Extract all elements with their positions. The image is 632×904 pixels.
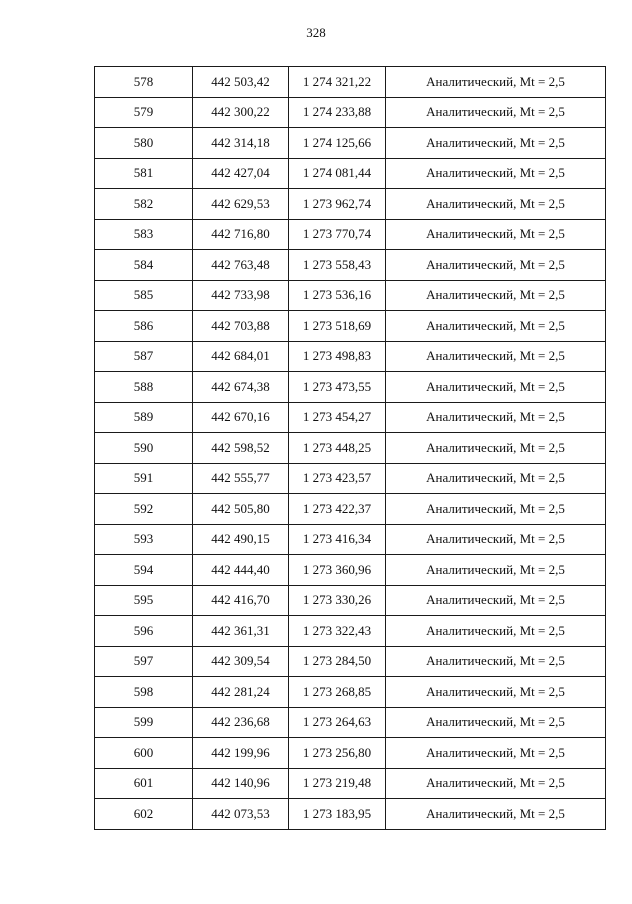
table-row — [95, 616, 606, 647]
table-row — [95, 738, 606, 769]
method-cell: Аналитический, Mt = 2,5 — [386, 768, 606, 799]
x-coordinate-cell: 442 236,68 — [193, 707, 289, 738]
coordinates-table-body — [95, 67, 606, 830]
method-cell: Аналитический, Mt = 2,5 — [386, 341, 606, 372]
point-number-cell: 596 — [95, 616, 193, 647]
table-row — [95, 67, 606, 98]
point-number-cell: 581 — [95, 158, 193, 189]
y-coordinate-cell: 1 273 770,74 — [289, 219, 386, 250]
point-number-cell: 578 — [95, 67, 193, 98]
point-number-cell: 602 — [95, 799, 193, 830]
x-coordinate-cell: 442 503,42 — [193, 67, 289, 98]
table-row — [95, 677, 606, 708]
table-row — [95, 280, 606, 311]
y-coordinate-cell: 1 274 125,66 — [289, 128, 386, 159]
method-cell: Аналитический, Mt = 2,5 — [386, 494, 606, 525]
y-coordinate-cell: 1 273 183,95 — [289, 799, 386, 830]
table-row — [95, 311, 606, 342]
table-row — [95, 463, 606, 494]
x-coordinate-cell: 442 716,80 — [193, 219, 289, 250]
method-cell: Аналитический, Mt = 2,5 — [386, 250, 606, 281]
point-number-cell: 583 — [95, 219, 193, 250]
table-row — [95, 646, 606, 677]
table-row — [95, 189, 606, 220]
method-cell: Аналитический, Mt = 2,5 — [386, 311, 606, 342]
method-cell: Аналитический, Mt = 2,5 — [386, 555, 606, 586]
point-number-cell: 585 — [95, 280, 193, 311]
coordinates-table — [94, 66, 606, 830]
y-coordinate-cell: 1 273 498,83 — [289, 341, 386, 372]
x-coordinate-cell: 442 629,53 — [193, 189, 289, 220]
x-coordinate-cell: 442 674,38 — [193, 372, 289, 403]
x-coordinate-cell: 442 300,22 — [193, 97, 289, 128]
y-coordinate-cell: 1 273 536,16 — [289, 280, 386, 311]
table-row — [95, 555, 606, 586]
y-coordinate-cell: 1 274 233,88 — [289, 97, 386, 128]
point-number-cell: 588 — [95, 372, 193, 403]
method-cell: Аналитический, Mt = 2,5 — [386, 585, 606, 616]
table-row — [95, 768, 606, 799]
x-coordinate-cell: 442 199,96 — [193, 738, 289, 769]
method-cell: Аналитический, Mt = 2,5 — [386, 280, 606, 311]
y-coordinate-cell: 1 274 321,22 — [289, 67, 386, 98]
x-coordinate-cell: 442 281,24 — [193, 677, 289, 708]
x-coordinate-cell: 442 073,53 — [193, 799, 289, 830]
method-cell: Аналитический, Mt = 2,5 — [386, 799, 606, 830]
table-row — [95, 494, 606, 525]
method-cell: Аналитический, Mt = 2,5 — [386, 189, 606, 220]
method-cell: Аналитический, Mt = 2,5 — [386, 97, 606, 128]
x-coordinate-cell: 442 444,40 — [193, 555, 289, 586]
y-coordinate-cell: 1 273 423,57 — [289, 463, 386, 494]
point-number-cell: 587 — [95, 341, 193, 372]
y-coordinate-cell: 1 273 322,43 — [289, 616, 386, 647]
point-number-cell: 590 — [95, 433, 193, 464]
table-row — [95, 372, 606, 403]
table-row — [95, 433, 606, 464]
x-coordinate-cell: 442 140,96 — [193, 768, 289, 799]
method-cell: Аналитический, Mt = 2,5 — [386, 402, 606, 433]
y-coordinate-cell: 1 273 256,80 — [289, 738, 386, 769]
page-number: 328 — [306, 25, 326, 40]
point-number-cell: 593 — [95, 524, 193, 555]
x-coordinate-cell: 442 427,04 — [193, 158, 289, 189]
table-row — [95, 524, 606, 555]
method-cell: Аналитический, Mt = 2,5 — [386, 738, 606, 769]
table-row — [95, 219, 606, 250]
x-coordinate-cell: 442 361,31 — [193, 616, 289, 647]
point-number-cell: 582 — [95, 189, 193, 220]
y-coordinate-cell: 1 273 219,48 — [289, 768, 386, 799]
x-coordinate-cell: 442 670,16 — [193, 402, 289, 433]
table-row — [95, 799, 606, 830]
method-cell: Аналитический, Mt = 2,5 — [386, 646, 606, 677]
x-coordinate-cell: 442 684,01 — [193, 341, 289, 372]
x-coordinate-cell: 442 314,18 — [193, 128, 289, 159]
y-coordinate-cell: 1 273 473,55 — [289, 372, 386, 403]
y-coordinate-cell: 1 273 264,63 — [289, 707, 386, 738]
method-cell: Аналитический, Mt = 2,5 — [386, 219, 606, 250]
point-number-cell: 592 — [95, 494, 193, 525]
point-number-cell: 599 — [95, 707, 193, 738]
method-cell: Аналитический, Mt = 2,5 — [386, 67, 606, 98]
point-number-cell: 584 — [95, 250, 193, 281]
point-number-cell: 580 — [95, 128, 193, 159]
x-coordinate-cell: 442 733,98 — [193, 280, 289, 311]
x-coordinate-cell: 442 703,88 — [193, 311, 289, 342]
y-coordinate-cell: 1 273 284,50 — [289, 646, 386, 677]
point-number-cell: 586 — [95, 311, 193, 342]
table-row — [95, 97, 606, 128]
table-row — [95, 158, 606, 189]
table-row — [95, 128, 606, 159]
table-row — [95, 585, 606, 616]
method-cell: Аналитический, Mt = 2,5 — [386, 433, 606, 464]
point-number-cell: 591 — [95, 463, 193, 494]
point-number-cell: 598 — [95, 677, 193, 708]
table-row — [95, 250, 606, 281]
method-cell: Аналитический, Mt = 2,5 — [386, 677, 606, 708]
x-coordinate-cell: 442 598,52 — [193, 433, 289, 464]
point-number-cell: 579 — [95, 97, 193, 128]
x-coordinate-cell: 442 416,70 — [193, 585, 289, 616]
y-coordinate-cell: 1 273 454,27 — [289, 402, 386, 433]
y-coordinate-cell: 1 273 330,26 — [289, 585, 386, 616]
point-number-cell: 589 — [95, 402, 193, 433]
method-cell: Аналитический, Mt = 2,5 — [386, 524, 606, 555]
x-coordinate-cell: 442 763,48 — [193, 250, 289, 281]
x-coordinate-cell: 442 555,77 — [193, 463, 289, 494]
point-number-cell: 601 — [95, 768, 193, 799]
x-coordinate-cell: 442 309,54 — [193, 646, 289, 677]
point-number-cell: 594 — [95, 555, 193, 586]
table-row — [95, 341, 606, 372]
method-cell: Аналитический, Mt = 2,5 — [386, 463, 606, 494]
y-coordinate-cell: 1 273 422,37 — [289, 494, 386, 525]
point-number-cell: 597 — [95, 646, 193, 677]
table-row — [95, 707, 606, 738]
method-cell: Аналитический, Mt = 2,5 — [386, 158, 606, 189]
y-coordinate-cell: 1 273 518,69 — [289, 311, 386, 342]
y-coordinate-cell: 1 273 558,43 — [289, 250, 386, 281]
method-cell: Аналитический, Mt = 2,5 — [386, 372, 606, 403]
y-coordinate-cell: 1 273 448,25 — [289, 433, 386, 464]
table-row — [95, 402, 606, 433]
point-number-cell: 595 — [95, 585, 193, 616]
y-coordinate-cell: 1 273 360,96 — [289, 555, 386, 586]
x-coordinate-cell: 442 505,80 — [193, 494, 289, 525]
y-coordinate-cell: 1 273 962,74 — [289, 189, 386, 220]
y-coordinate-cell: 1 273 416,34 — [289, 524, 386, 555]
method-cell: Аналитический, Mt = 2,5 — [386, 616, 606, 647]
method-cell: Аналитический, Mt = 2,5 — [386, 128, 606, 159]
method-cell: Аналитический, Mt = 2,5 — [386, 707, 606, 738]
x-coordinate-cell: 442 490,15 — [193, 524, 289, 555]
y-coordinate-cell: 1 273 268,85 — [289, 677, 386, 708]
point-number-cell: 600 — [95, 738, 193, 769]
y-coordinate-cell: 1 274 081,44 — [289, 158, 386, 189]
